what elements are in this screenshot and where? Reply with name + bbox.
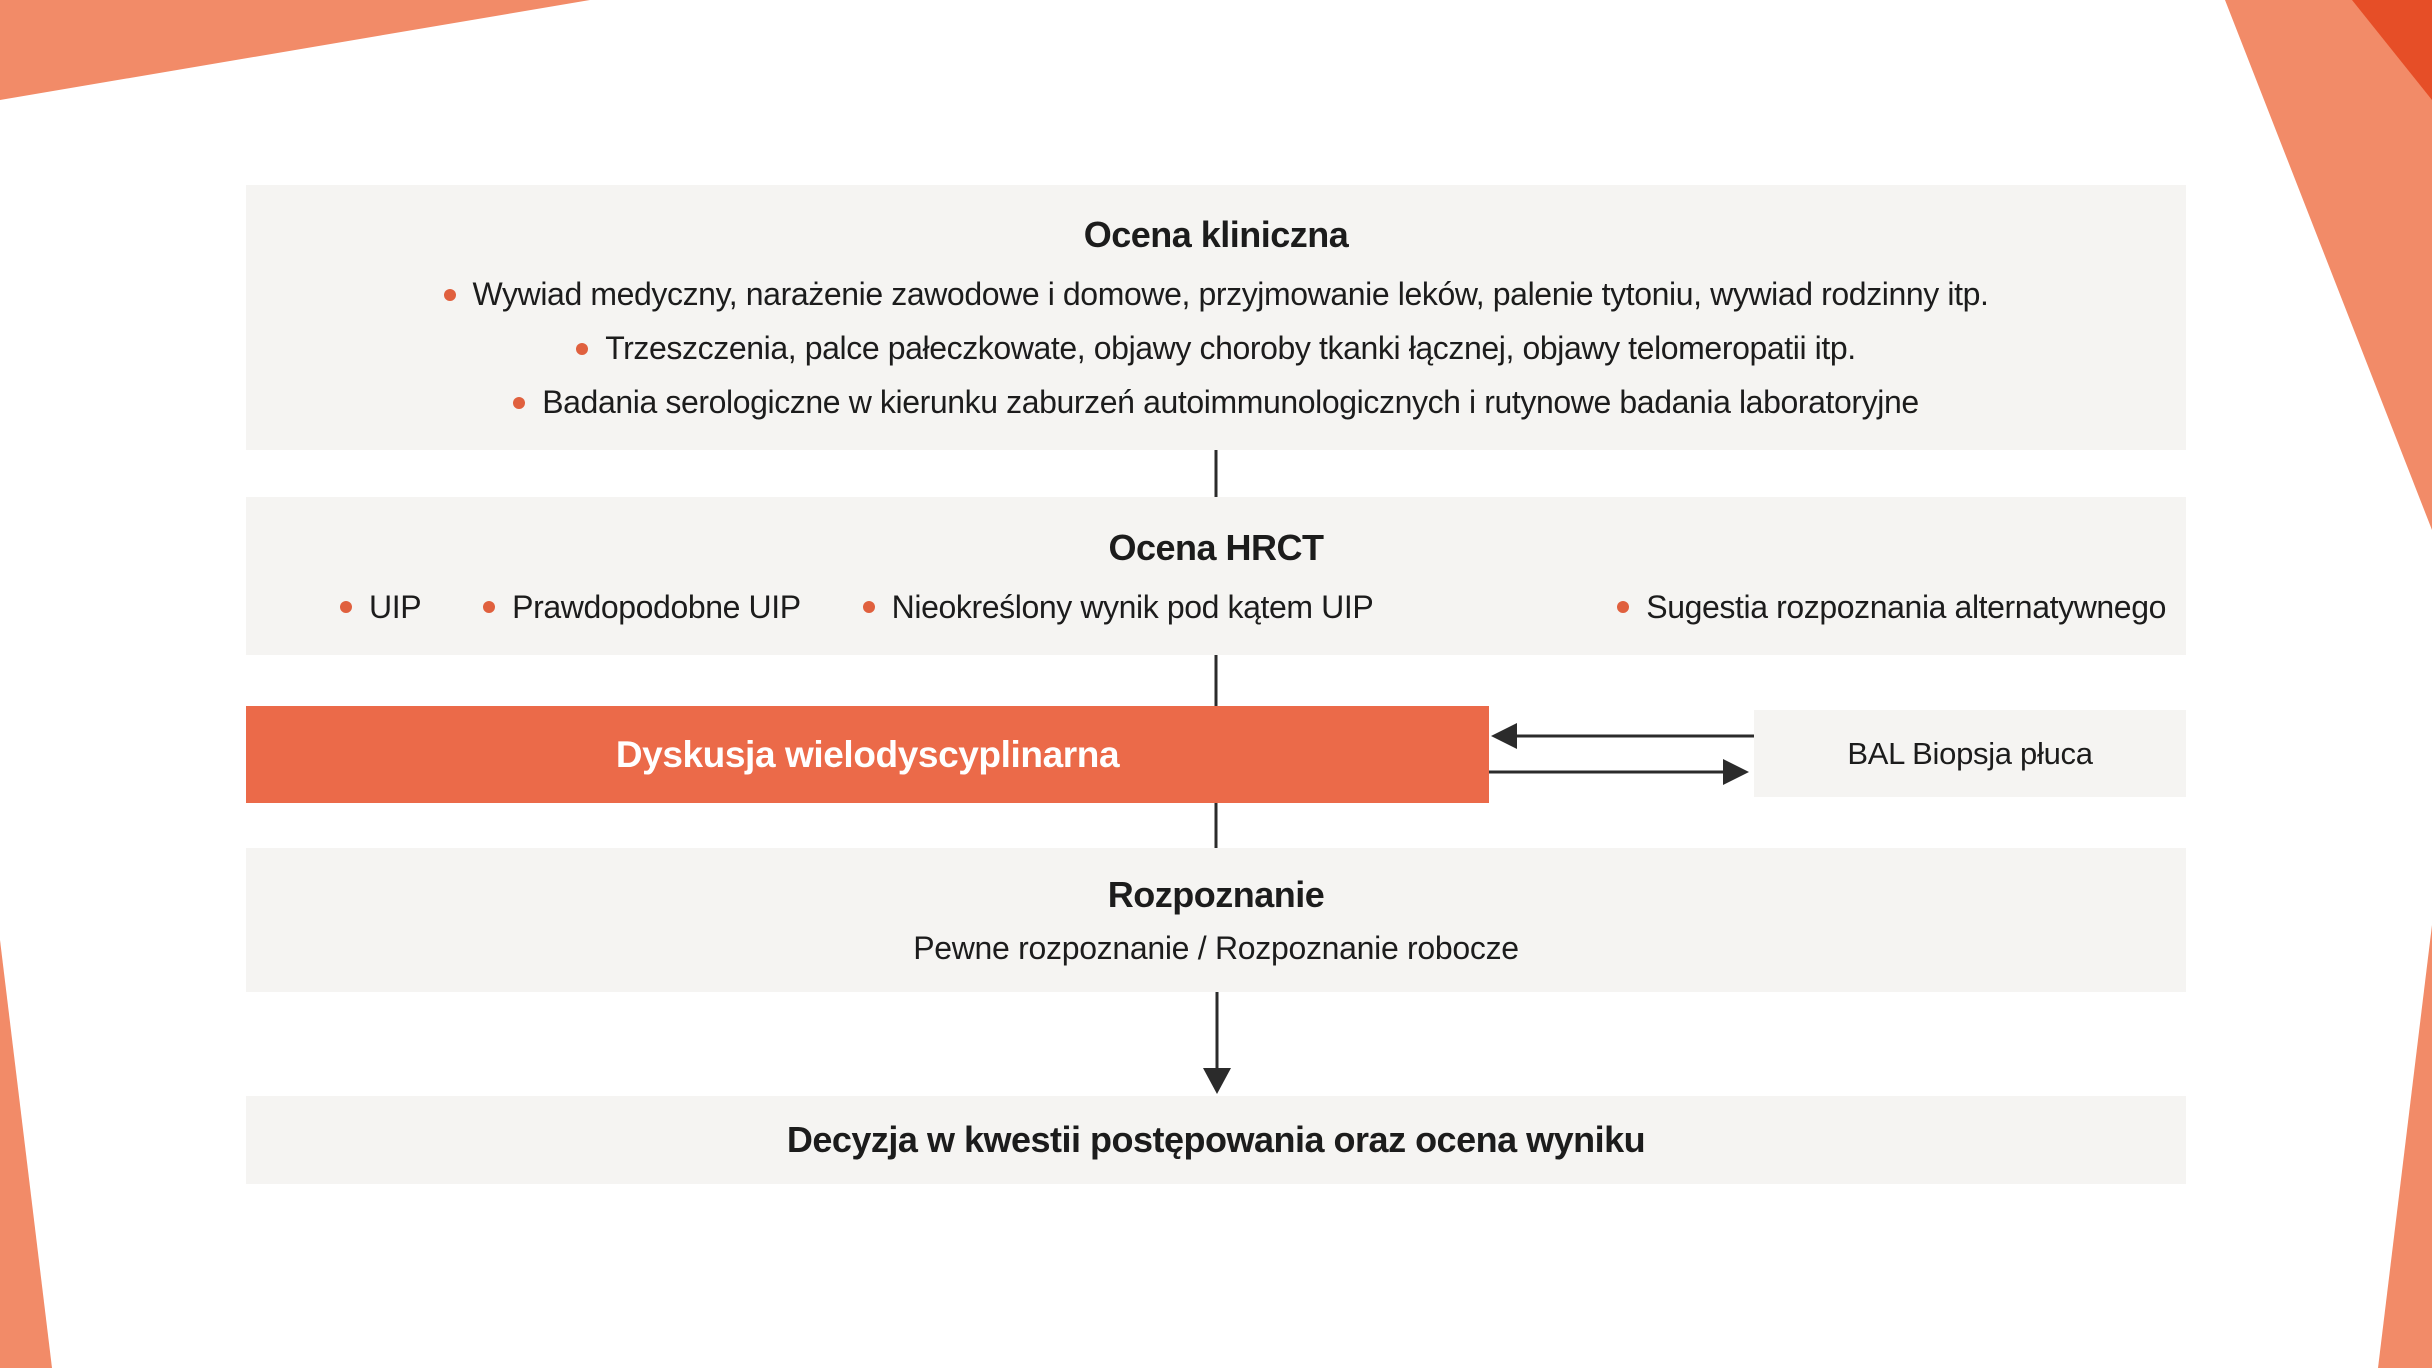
corner-bottom-right-shape: [2378, 925, 2432, 1368]
diagnosis-box: [246, 848, 2186, 992]
hrct-option-uip: [340, 589, 421, 626]
multidisciplinary-discussion-label: Dyskusja wielodyscyplinarna: [615, 733, 1120, 775]
corner-bottom-left-shape: [0, 940, 52, 1368]
hrct-option-text-1: UIP: [369, 588, 422, 625]
arrow-left-icon: [1491, 723, 1517, 749]
bullet-dot-icon: [576, 343, 588, 355]
hrct-assessment-title: Ocena HRCT: [1108, 526, 1324, 568]
bullet-dot-icon: [1617, 601, 1629, 613]
hrct-option-text-4: Sugestia rozpoznania alternatywnego: [1646, 588, 2166, 625]
diagnosis-subtitle: Pewne rozpoznanie / Rozpoznanie robocze: [913, 929, 1519, 966]
diagnosis-title: Rozpoznanie: [1107, 873, 1325, 915]
hrct-option-probable-uip: [483, 589, 801, 626]
management-decision-title: Decyzja w kwestii postępowania oraz ocena wyniku: [786, 1119, 1646, 1160]
bal-lung-biopsy-label: BAL Biopsja płuca: [1847, 735, 2093, 771]
corner-top-left-shape: [0, 0, 590, 100]
corner-top-right-dark-shape: [2352, 0, 2432, 100]
hrct-options-row: [246, 589, 2186, 626]
bullet-dot-icon: [513, 397, 525, 409]
hrct-option-alternative: [1617, 589, 2166, 626]
bullet-dot-icon: [340, 601, 352, 613]
clinical-bullet-text-3: Badania serologiczne w kierunku zaburzeń autoimmunologicznych i rutynowe badania laboratoryjne: [542, 384, 1919, 420]
clinical-bullet-item: [576, 330, 1856, 367]
arrow-down-icon: [1203, 1068, 1231, 1094]
clinical-bullet-item: [513, 384, 1919, 421]
corner-top-right-light-shape: [2225, 0, 2432, 530]
bullet-dot-icon: [444, 289, 456, 301]
bullet-dot-icon: [483, 601, 495, 613]
clinical-bullet-text-1: Wywiad medyczny, narażenie zawodowe i domowe, przyjmowanie leków, palenie tytoniu, wywiad rodzinny itp.: [472, 276, 1989, 312]
hrct-option-text-2: Prawdopodobne UIP: [512, 588, 801, 625]
hrct-option-indeterminate: [863, 589, 1374, 626]
multidisciplinary-discussion-box: [246, 706, 1489, 803]
hrct-option-text-3: Nieokreślony wynik pod kątem UIP: [891, 588, 1374, 625]
hrct-assessment-box: [246, 497, 2186, 655]
clinical-assessment-title: Ocena kliniczna: [1083, 214, 1349, 255]
bal-lung-biopsy-box: [1754, 710, 2186, 797]
clinical-bullet-item: [444, 276, 1989, 313]
arrow-right-icon: [1723, 759, 1749, 785]
management-decision-box: [246, 1096, 2186, 1184]
clinical-assessment-box: [246, 185, 2186, 450]
bullet-dot-icon: [863, 601, 875, 613]
clinical-bullet-text-2: Trzeszczenia, palce pałeczkowate, objawy choroby tkanki łącznej, objawy telomeropatii itp.: [605, 330, 1856, 366]
